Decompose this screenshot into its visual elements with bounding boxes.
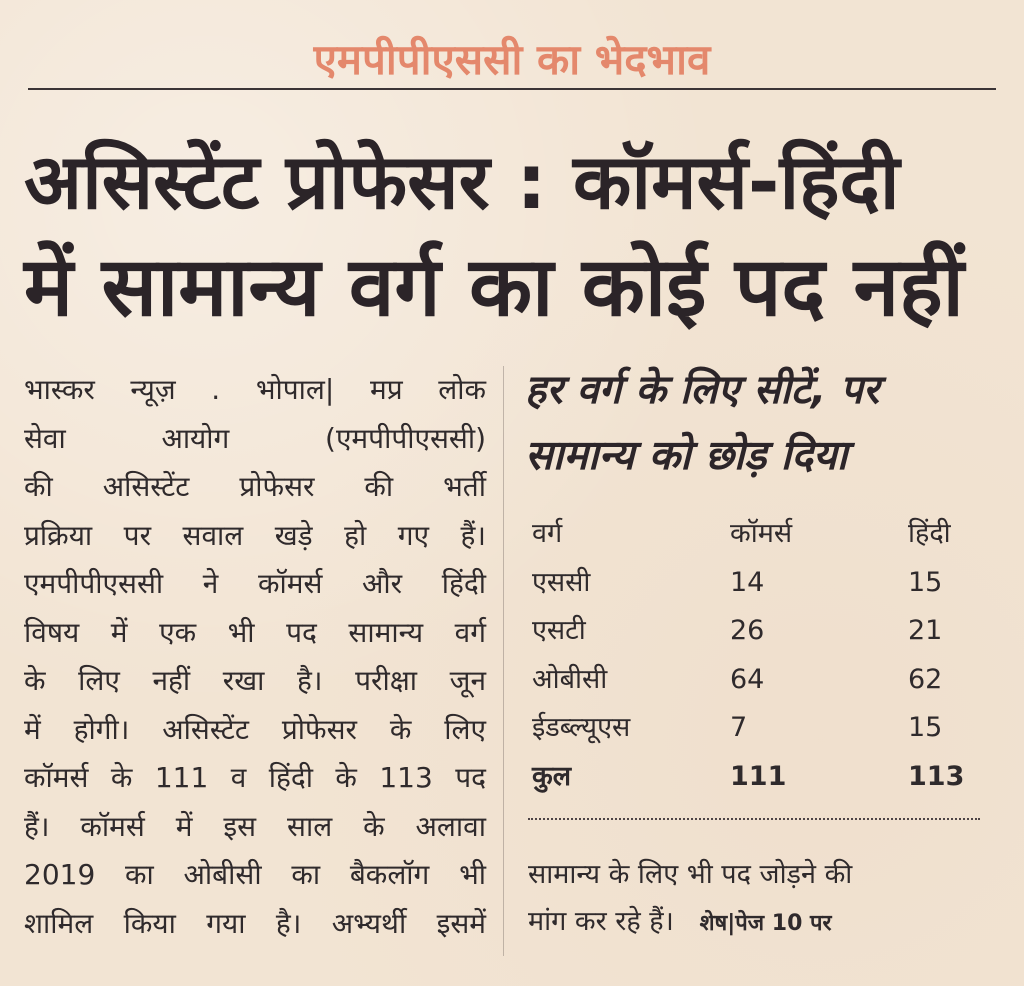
row-category: ओबीसी [532, 663, 608, 695]
headline-line-1: असिस्टेंट प्रोफेसर : कॉमर्स-हिंदी [24, 137, 900, 226]
row-hindi-value: 62 [908, 663, 943, 695]
header-category: वर्ग [532, 518, 563, 549]
row-hindi-value: 21 [908, 615, 943, 646]
body-line: में होगी। असिस्टेंट प्रोफेसर के लिए [24, 712, 486, 746]
row-commerce-value: 7 [730, 712, 748, 743]
table-row [532, 607, 982, 656]
table-row [532, 704, 982, 753]
total-label: कुल [532, 760, 572, 792]
row-category: ईडब्ल्यूएस [532, 712, 631, 743]
headline-line-2: में सामान्य वर्ग का कोई पद नहीं [24, 240, 964, 335]
body-line: की असिस्टेंट प्रोफेसर की भर्ती [24, 470, 486, 503]
body-line: शामिल किया गया है। अभ्यर्थी इसमें [24, 906, 486, 940]
body-line: विषय में एक भी पद सामान्य वर्ग [24, 615, 486, 649]
table-total-row [532, 753, 982, 802]
total-hindi-value: 113 [908, 760, 965, 792]
row-category: एसटी [532, 615, 586, 646]
body-line: कॉमर्स के 111 व हिंदी के 113 पद [24, 761, 486, 794]
column-divider [503, 366, 504, 956]
body-line: के लिए नहीं रखा है। परीक्षा जून [24, 664, 486, 697]
footer-line-1: सामान्य के लिए भी पद जोड़ने की [528, 859, 853, 890]
top-rule [28, 88, 996, 90]
continuation-note: शेष|पेज 10 पर [699, 911, 832, 936]
body-line: सेवा आयोग (एमपीपीएससी) [24, 421, 486, 455]
subheading-line-1: हर वर्ग के लिए सीटें, पर [525, 367, 880, 413]
table-header-row [532, 510, 982, 559]
row-commerce-value: 26 [730, 615, 765, 646]
body-line: हैं। कॉमर्स में इस साल के अलावा [24, 809, 486, 843]
body-line: भास्कर न्यूज़ . भोपाल| मप्र लोक [24, 373, 486, 406]
total-commerce-value: 111 [730, 760, 787, 792]
body-line: प्रक्रिया पर सवाल खड़े हो गए हैं। [24, 518, 486, 552]
section-kicker: एमपीपीएससी का भेदभाव [313, 35, 711, 84]
row-hindi-value: 15 [908, 566, 943, 598]
subheading-line-2: सामान्य को छोड़ दिया [525, 431, 848, 479]
table-row [532, 559, 982, 608]
row-commerce-value: 64 [730, 663, 765, 695]
seats-table [532, 510, 982, 801]
table-row [532, 656, 982, 705]
footer-line-2-text: मांग कर रहे हैं। [528, 906, 674, 937]
body-line: एमपीपीएससी ने कॉमर्स और हिंदी [24, 567, 486, 600]
footer-line-2 [528, 901, 988, 938]
article-body [24, 366, 486, 948]
header-hindi: हिंदी [908, 518, 951, 549]
row-commerce-value: 14 [730, 566, 765, 598]
row-hindi-value: 15 [908, 712, 943, 743]
body-line: 2019 का ओबीसी का बैकलॉग भी [24, 858, 486, 891]
dotted-separator [528, 818, 980, 820]
header-commerce: कॉमर्स [730, 518, 793, 549]
row-category: एससी [532, 566, 591, 598]
